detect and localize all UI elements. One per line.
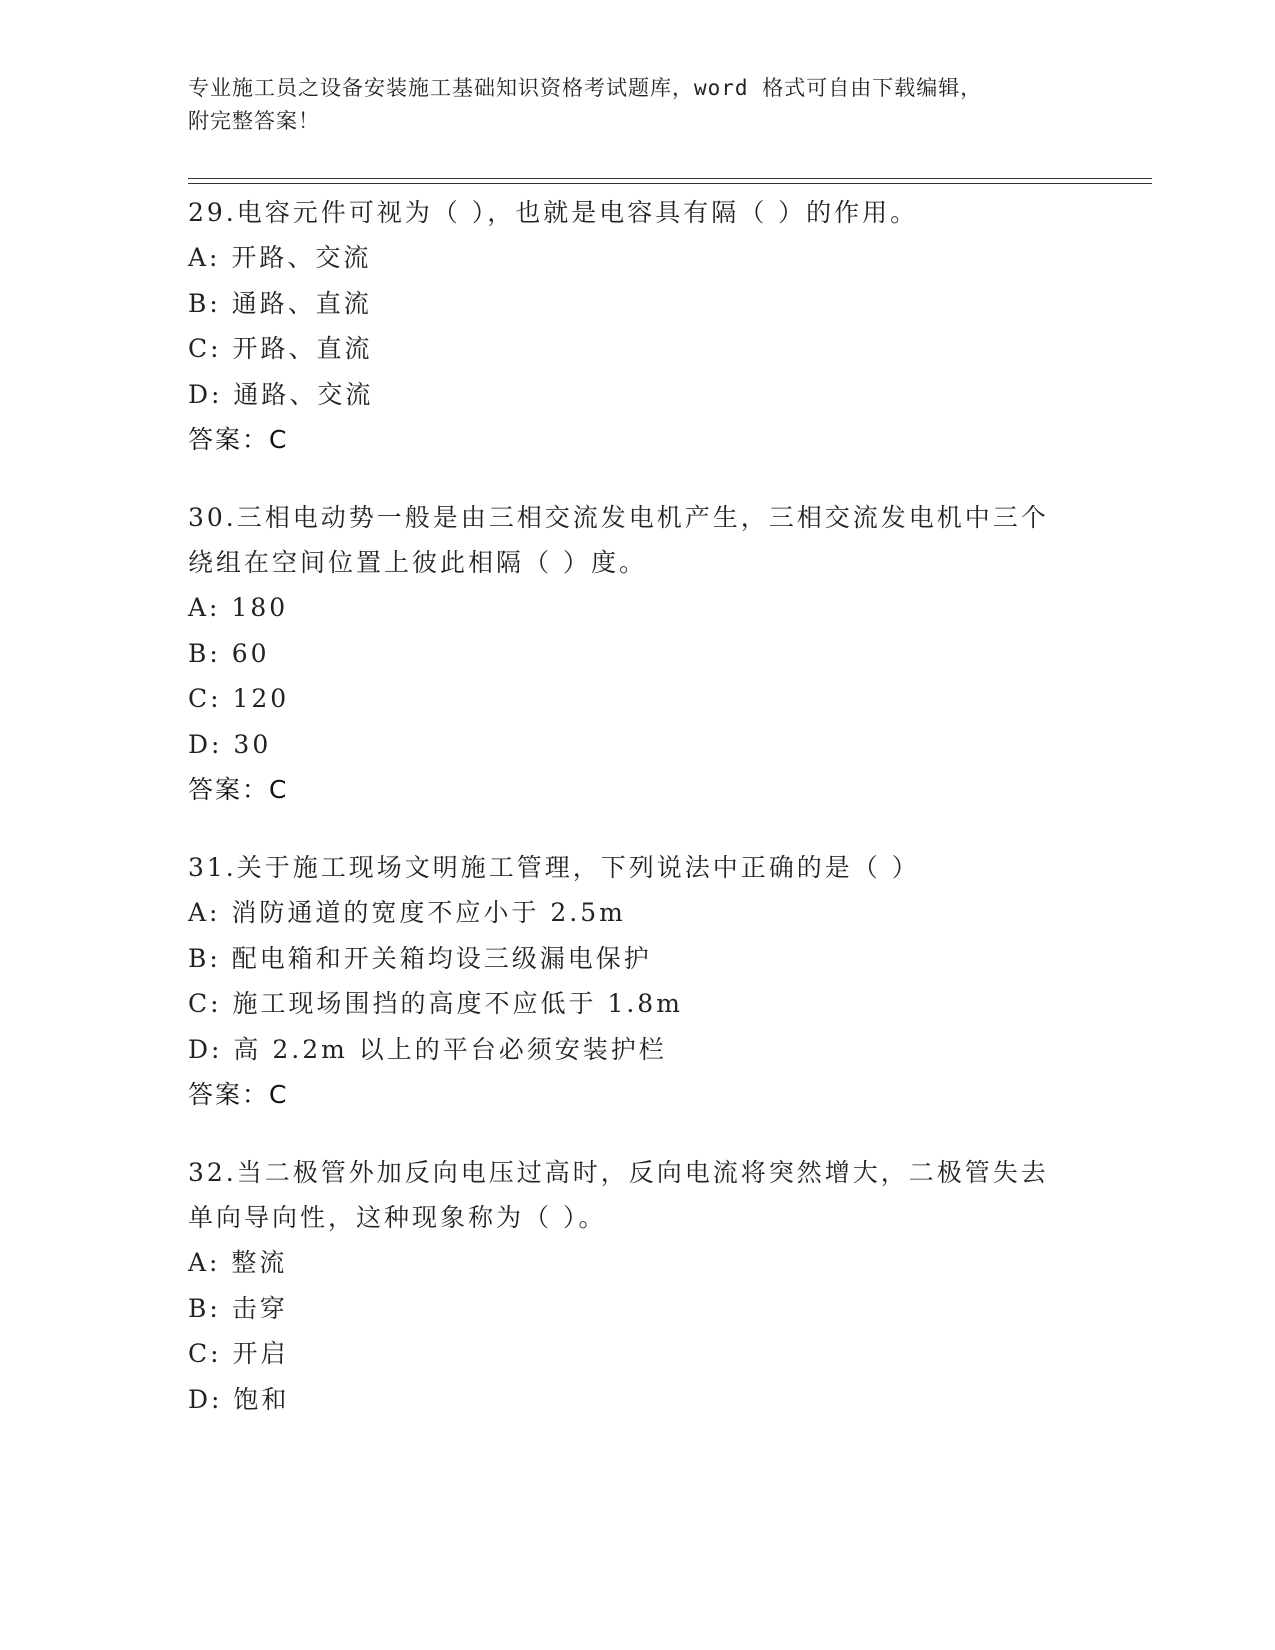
question-stem-line-2: 绕组在空间位置上彼此相隔（ ）度。 [188,548,647,577]
option-c: C: 120 [188,684,290,713]
header-line-1: 专业施工员之设备安装施工基础知识资格考试题库，word 格式可自由下载编辑， [188,76,983,100]
question-32 [188,1150,1088,1422]
header-divider-top [188,178,1152,179]
option-b: B: 击穿 [188,1293,288,1323]
question-list [188,190,1088,1454]
header-divider-bottom [188,183,1152,184]
answer: 答案：C [188,1080,289,1109]
question-stem: 29.电容元件可视为（ ），也就是电容具有隔（ ）的作用。 [188,198,919,227]
answer: 答案：C [188,425,289,454]
option-a: A: 开路、交流 [188,243,372,272]
question-stem-line-1: 30.三相电动势一般是由三相交流发电机产生，三相交流发电机中三个 [188,503,1049,532]
option-c: C: 开路、直流 [188,334,373,363]
option-a: A: 消防通道的宽度不应小于 2.5m [188,898,626,927]
option-b: B: 配电箱和开关箱均设三级漏电保护 [188,943,652,973]
question-30 [188,495,1088,813]
question-stem-line-1: 32.当二极管外加反向电压过高时，反向电流将突然增大，二极管失去 [188,1158,1049,1187]
header-line-2: 附完整答案！ [188,109,320,133]
question-stem-line-2: 单向导向性，这种现象称为（ ）。 [188,1203,607,1232]
question-29 [188,190,1088,463]
option-d: D: 30 [188,729,272,759]
answer: 答案：C [188,775,289,804]
option-d: D: 饱和 [188,1384,290,1414]
option-c: C: 开启 [188,1339,289,1368]
question-31 [188,845,1088,1118]
question-stem: 31.关于施工现场文明施工管理，下列说法中正确的是（ ） [188,853,920,882]
option-a: A: 180 [188,593,289,622]
option-a: A: 整流 [188,1248,288,1277]
option-c: C: 施工现场围挡的高度不应低于 1.8m [188,989,683,1018]
option-b: B: 60 [188,638,270,668]
option-d: D: 高 2.2m 以上的平台必须安装护栏 [188,1034,667,1064]
option-d: D: 通路、交流 [188,379,374,409]
document-header [188,72,1088,138]
option-b: B: 通路、直流 [188,288,372,318]
